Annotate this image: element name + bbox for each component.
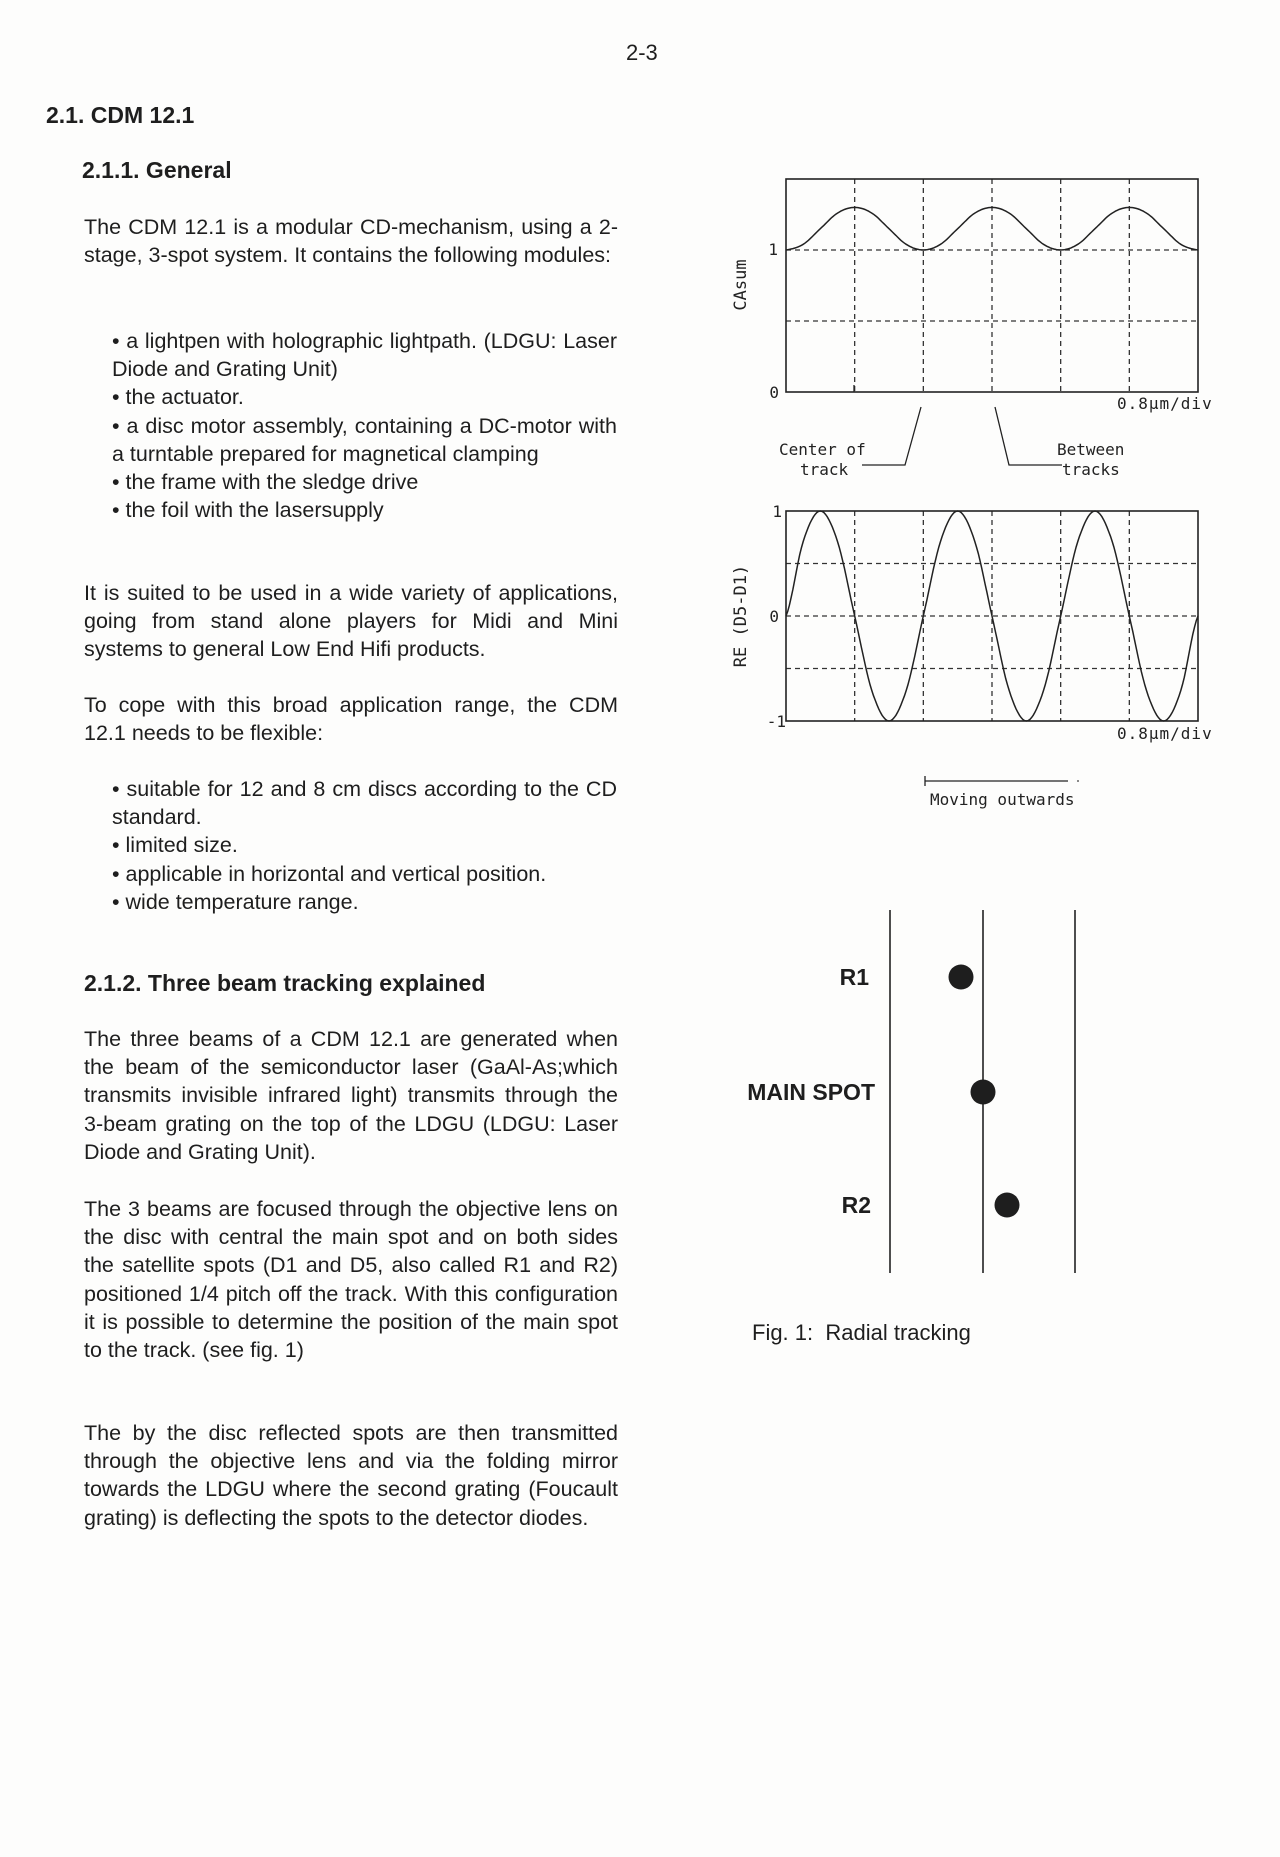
casum-ytick-1: 1: [768, 240, 778, 259]
r1-label: R1: [839, 964, 869, 990]
re-ytick-0: 0: [769, 607, 779, 626]
list-item: • applicable in horizontal and vertical position.: [112, 860, 617, 888]
list-item: • the actuator.: [112, 383, 617, 411]
subsection-heading-general: 2.1.1. General: [82, 157, 232, 183]
casum-ylabel: CAsum: [731, 259, 751, 311]
between-tracks-label-1: Between: [1057, 440, 1125, 459]
direction-arrow-dot: [1077, 780, 1079, 782]
list-item: • wide temperature range.: [112, 888, 617, 916]
casum-chart: [731, 179, 1213, 479]
casum-grid: [786, 179, 1198, 392]
section-heading: 2.1. CDM 12.1: [46, 102, 195, 128]
three-beam-paragraph-2: The 3 beams are focused through the objective lens on the disc with central the main spot and on both sides the satellite spots (D1 and D5, also called R1 and R2) positioned 1/4 pitch off the track. With this configuration it is possible to determine the position of the main spot to the track. (see fig. 1): [84, 1197, 618, 1363]
three-beam-paragraph-1: The three beams of a CDM 12.1 are generated when the beam of the semiconductor laser (GaAl-As;which transmits invisible infrared light) transmits through the 3-beam grating on the top of the LDGU (LDGU: Laser Diode and Grating Unit).: [84, 1027, 618, 1164]
list-item: • limited size.: [112, 831, 617, 859]
re-ylabel: RE (D5-D1): [731, 564, 751, 668]
re-xscale-label: 0.8µm/div: [1117, 724, 1213, 743]
intro-paragraph: The CDM 12.1 is a modular CD-mechanism, using a 2-stage, 3-spot system. It contains the following modules:: [84, 215, 618, 268]
casum-xscale-label: 0.8µm/div: [1117, 394, 1213, 413]
between-tracks-leader: [995, 407, 1062, 465]
moving-outwards-label: Moving outwards: [930, 790, 1075, 809]
r1-spot: [949, 965, 974, 990]
list-item: • the foil with the lasersupply: [112, 496, 617, 524]
center-of-track-leader: [862, 407, 921, 465]
radial-tracking-figure: [747, 910, 1075, 1273]
page-number: 2-3: [626, 40, 658, 65]
three-beam-paragraph-3: The by the disc reflected spots are then transmitted through the objective lens and via the folding mirror towards the LDGU where the second grating (Foucault grating) is deflecting the spots to the detector diodes.: [84, 1421, 618, 1530]
list-item: • suitable for 12 and 8 cm discs according to the CD standard.: [112, 775, 617, 831]
re-ytick-1: 1: [772, 502, 782, 521]
re-chart: [731, 502, 1213, 809]
figure-caption: Fig. 1: Radial tracking: [752, 1320, 971, 1345]
center-of-track-label-1: Center of: [779, 440, 866, 459]
main-spot-label: MAIN SPOT: [747, 1079, 875, 1105]
suited-paragraph: It is suited to be used in a wide variety of applications, going from stand alone players for Midi and Mini systems to general Low End Hifi products.: [84, 581, 618, 662]
list-item: • a disc motor assembly, containing a DC-motor with a turntable prepared for magnetical clamping: [112, 412, 617, 468]
r2-spot: [995, 1193, 1020, 1218]
main-spot: [971, 1080, 996, 1105]
subsection-heading-three-beam: 2.1.2. Three beam tracking explained: [84, 970, 486, 996]
between-tracks-label-2: tracks: [1062, 460, 1120, 479]
re-ytick-minus1: -1: [766, 712, 786, 731]
list-item: • a lightpen with holographic lightpath. (LDGU: Laser Diode and Grating Unit): [112, 327, 617, 383]
casum-ytick-0: 0: [769, 383, 779, 402]
list-item: • the frame with the sledge drive: [112, 468, 617, 496]
center-of-track-label-2: track: [800, 460, 849, 479]
cope-paragraph: To cope with this broad application range, the CDM 12.1 needs to be flexible:: [84, 693, 618, 746]
r2-label: R2: [841, 1192, 871, 1218]
